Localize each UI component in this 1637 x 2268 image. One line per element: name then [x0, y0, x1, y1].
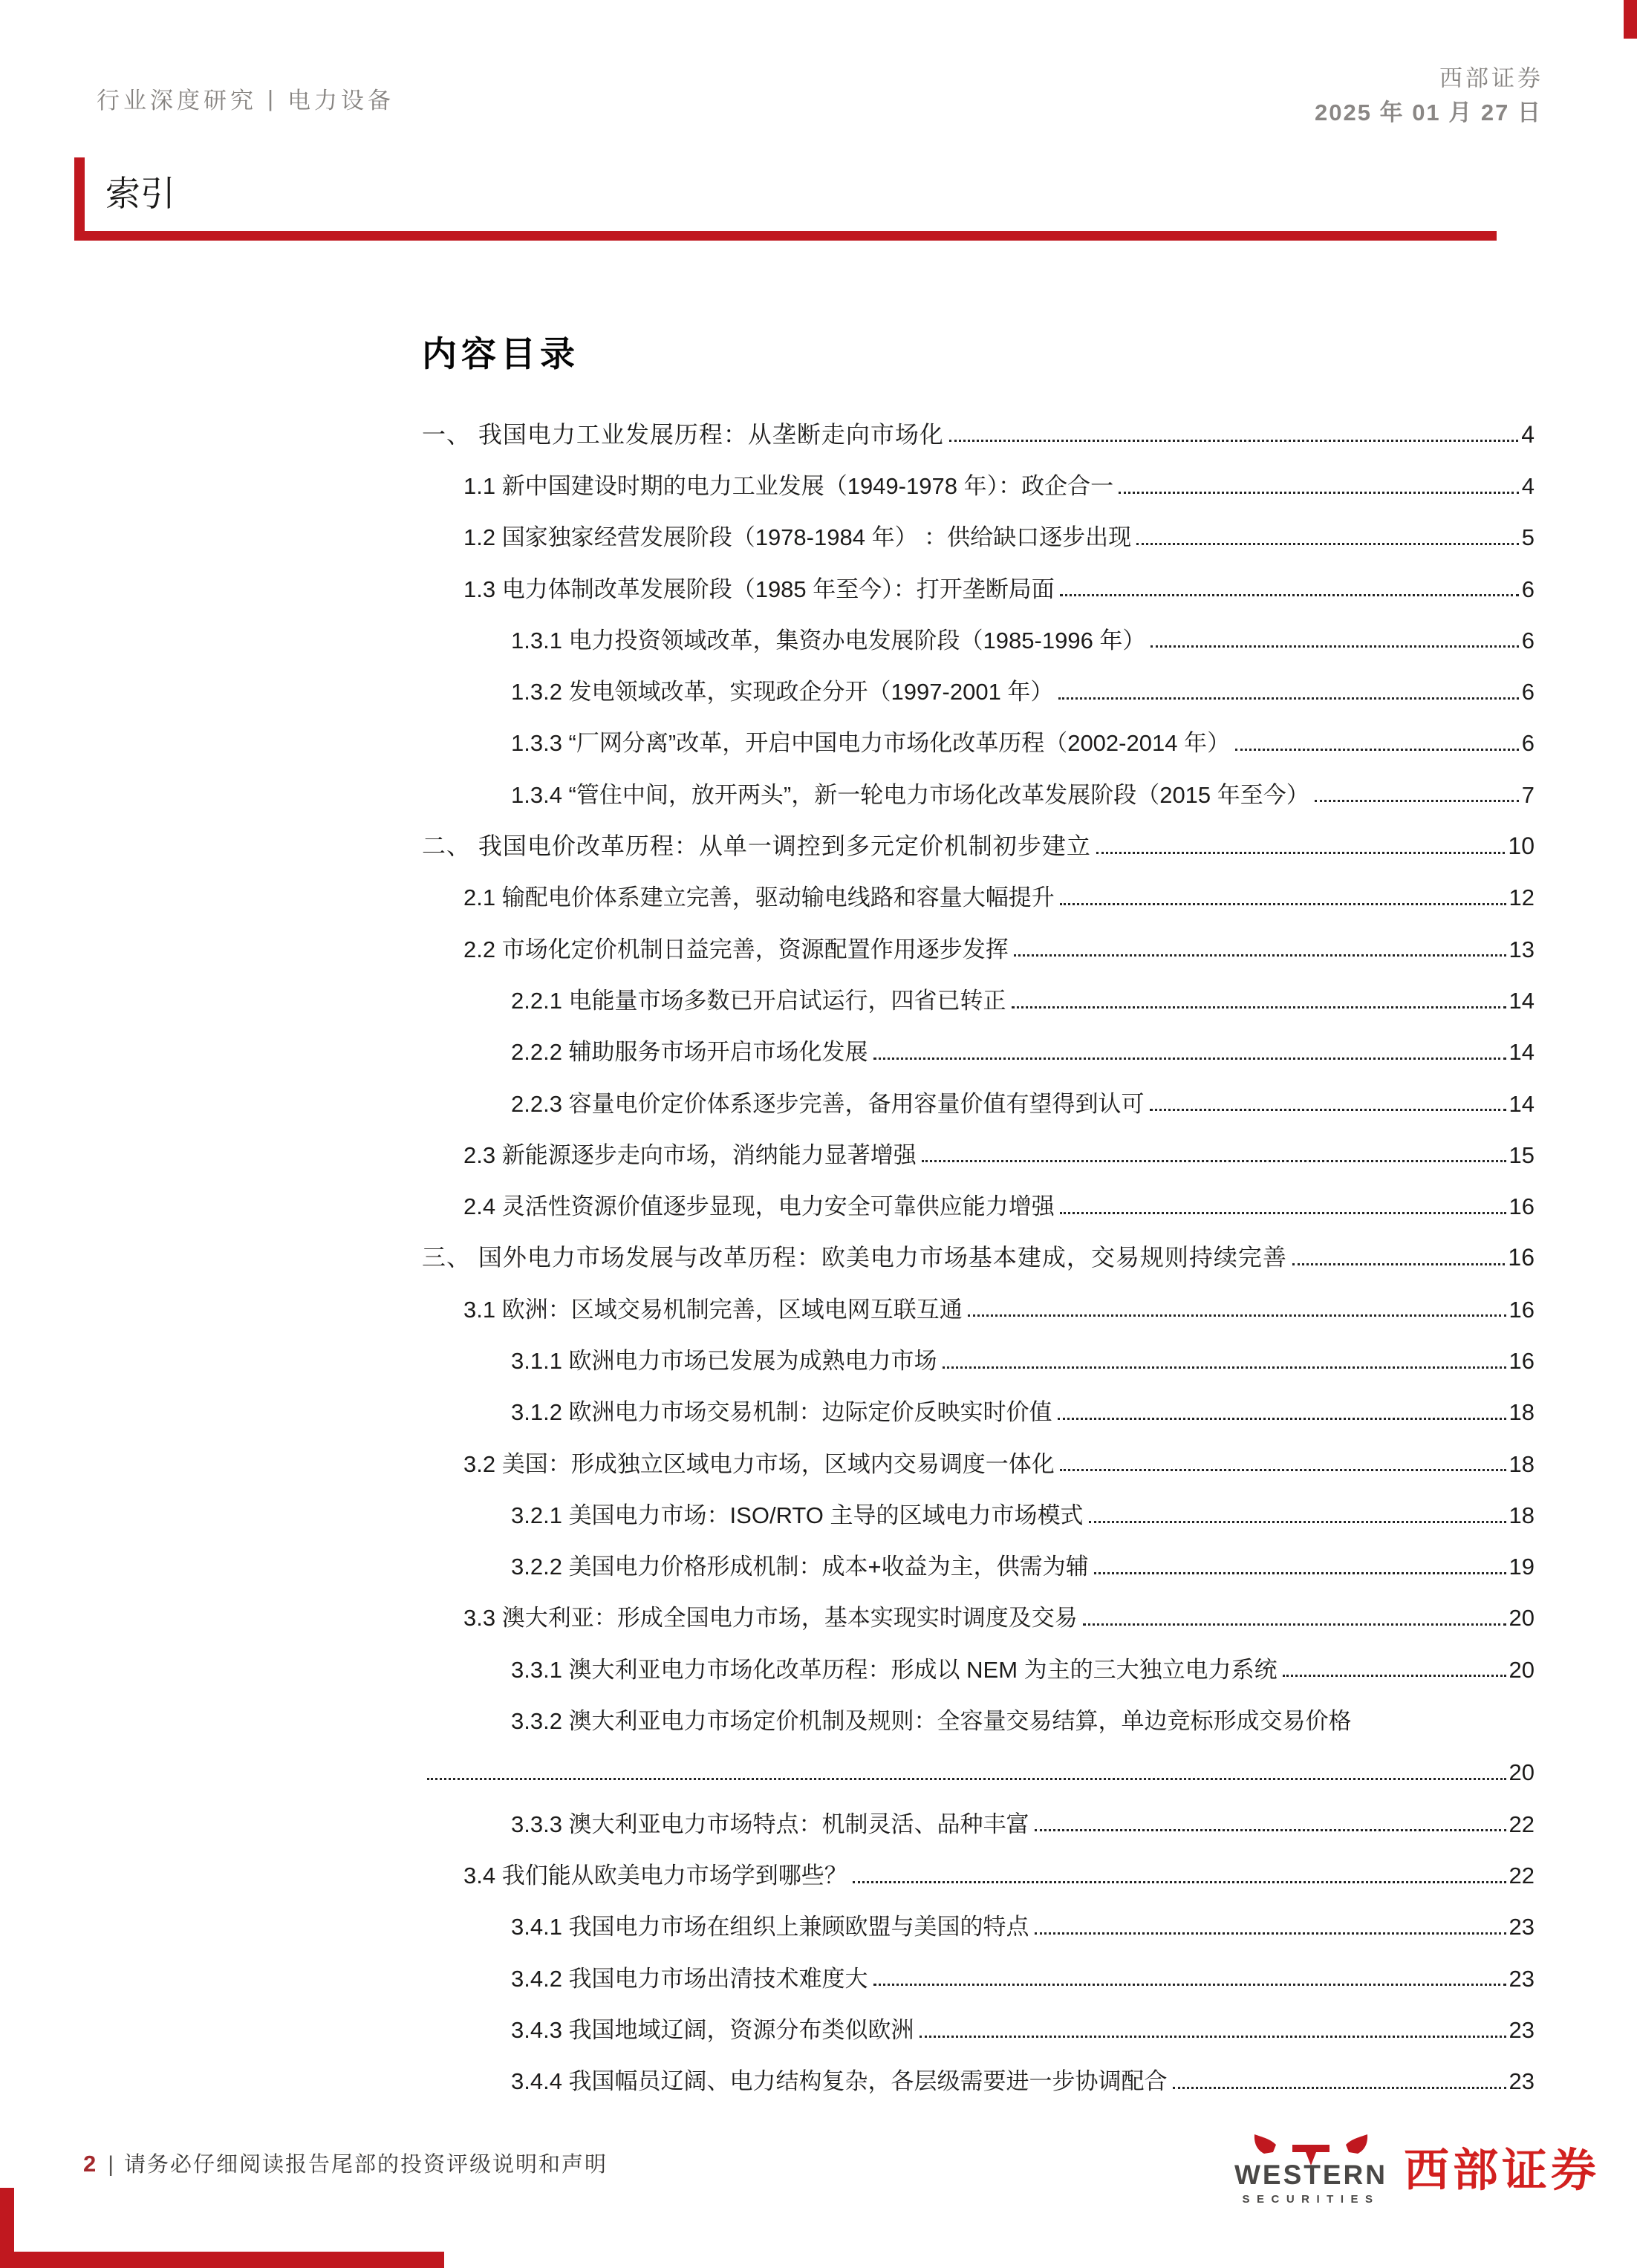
- toc-entry-page-number: 23: [1509, 1965, 1535, 1992]
- toc-entry[interactable]: [422, 973, 1535, 1024]
- toc-list: [422, 407, 1535, 2105]
- header-separator: |: [267, 85, 278, 111]
- toc-entry-page-number: 7: [1521, 781, 1535, 808]
- toc-entry[interactable]: [422, 716, 1535, 767]
- toc-leader-dots: [1150, 1109, 1506, 1111]
- toc-leader-dots: [943, 1366, 1506, 1369]
- toc-entry-label: 3.4 我们能从欧美电力市场学到哪些？: [463, 1862, 847, 1889]
- toc-entry[interactable]: [422, 613, 1535, 664]
- toc-entry[interactable]: [422, 1487, 1535, 1539]
- toc-entry-page-number: 16: [1508, 1244, 1535, 1271]
- toc-entry-label: 2.2.2 辅助服务市场开启市场化发展: [511, 1039, 868, 1066]
- toc-entry-label: 3.3 澳大利亚：形成全国电力市场，基本实现实时调度及交易: [463, 1605, 1078, 1632]
- toc-leader-dots: [1058, 697, 1518, 700]
- toc-leader-dots: [1060, 594, 1519, 596]
- toc-entry-page-number: 20: [1509, 1656, 1535, 1683]
- toc-entry[interactable]: [422, 1179, 1535, 1230]
- toc-entry[interactable]: [422, 510, 1535, 561]
- toc-entry[interactable]: [422, 407, 1535, 458]
- toc-entry[interactable]: [422, 458, 1535, 509]
- toc-entry[interactable]: [422, 870, 1535, 922]
- toc-entry-page-number: 4: [1521, 472, 1535, 499]
- top-right-red-bar: [1624, 0, 1637, 39]
- toc-entry-page-number: 12: [1509, 884, 1535, 911]
- toc-entry-label: 3.1.1 欧洲电力市场已发展为成熟电力市场: [511, 1348, 937, 1374]
- toc-leader-dots: [1014, 954, 1506, 957]
- report-type-label: 行业深度研究: [97, 88, 257, 114]
- toc-entry[interactable]: [422, 1436, 1535, 1487]
- toc-leader-dots: [1119, 492, 1519, 494]
- toc-leader-dots: [1060, 1212, 1506, 1214]
- toc-entry-page-number: 18: [1509, 1450, 1535, 1477]
- toc-entry-page-number: 18: [1509, 1399, 1535, 1426]
- toc-entry[interactable]: [422, 818, 1535, 870]
- toc-entry-label: 2.1 输配电价体系建立完善，驱动输电线路和容量大幅提升: [463, 884, 1055, 911]
- toc-entry-page-number: 15: [1509, 1141, 1535, 1168]
- toc-leader-dots: [1315, 800, 1519, 802]
- toc-entry-label: 2.4 灵活性资源价值逐步显现，电力安全可靠供应能力增强: [463, 1193, 1055, 1220]
- toc-leader-dots: [1035, 1829, 1506, 1831]
- toc-leader-dots: [1173, 2087, 1506, 2089]
- toc-leader-dots: [1235, 749, 1519, 751]
- toc-entry-page-number: 22: [1509, 1811, 1535, 1837]
- toc-leader-dots: [968, 1314, 1506, 1317]
- toc-entry-label: 1.3.3 “厂网分离”改革，开启中国电力市场化改革历程（2002-2014 年）: [511, 730, 1231, 757]
- toc-entry-page-number: 16: [1509, 1348, 1535, 1374]
- footer-disclaimer-line: [83, 2148, 608, 2178]
- toc-entry-page-number: 13: [1509, 936, 1535, 962]
- toc-leader-dots: [1151, 645, 1518, 648]
- toc-entry[interactable]: [422, 561, 1535, 613]
- toc-entry-label: 2.2 市场化定价机制日益完善，资源配置作用逐步发挥: [463, 936, 1009, 962]
- toc-leader-dots: [427, 1778, 1506, 1780]
- toc-title: 内容目录: [422, 336, 579, 374]
- toc-entry[interactable]: [422, 1231, 1535, 1282]
- toc-leader-dots: [873, 1058, 1506, 1060]
- toc-entry-page-number: 20: [1509, 1605, 1535, 1632]
- toc-entry-page-number: 23: [1509, 2016, 1535, 2043]
- toc-entry-label: 3.2.2 美国电力价格形成机制：成本+收益为主，供需为辅: [511, 1554, 1089, 1580]
- toc-entry-page-number: 6: [1521, 679, 1535, 706]
- toc-entry-label: 1.3.4 “管住中间，放开两头”，新一轮电力市场化改革发展阶段（2015 年至今）: [511, 781, 1309, 808]
- toc-entry-page-number: 14: [1509, 1090, 1535, 1117]
- toc-entry[interactable]: [422, 1693, 1535, 1744]
- toc-entry-label: 2.2.1 电能量市场多数已开启试运行，四省已转正: [511, 987, 1006, 1014]
- toc-entry-label: 3.4.3 我国地域辽阔，资源分布类似欧洲: [511, 2016, 914, 2043]
- toc-leader-dots: [1096, 852, 1506, 854]
- toc-entry[interactable]: [422, 1642, 1535, 1693]
- toc-leader-dots: [1012, 1006, 1506, 1008]
- toc-entry[interactable]: [422, 1076, 1535, 1127]
- toc-entry-page-number: 10: [1508, 832, 1535, 859]
- logo-text-chinese: 西部证券: [1404, 2145, 1601, 2195]
- toc-entry-label: 三、 国外电力市场发展与改革历程：欧美电力市场基本建成，交易规则持续完善: [422, 1244, 1287, 1271]
- toc-entry-label: 3.4.4 我国幅员辽阔、电力结构复杂，各层级需要进一步协调配合: [511, 2068, 1168, 2095]
- toc-entry-page-number: 4: [1521, 420, 1535, 448]
- toc-leader-dots: [1089, 1521, 1506, 1523]
- footer-disclaimer-text: 请务必仔细阅读报告尾部的投资评级说明和声明: [124, 2153, 608, 2177]
- toc-entry-page-number: 19: [1509, 1554, 1535, 1580]
- toc-leader-dots: [1060, 1469, 1506, 1471]
- toc-entry[interactable]: [422, 1900, 1535, 1951]
- toc-leader-dots: [920, 2036, 1506, 2038]
- toc-entry[interactable]: [422, 2054, 1535, 2105]
- industry-label: 电力设备: [287, 88, 395, 114]
- toc-entry[interactable]: [422, 1025, 1535, 1076]
- toc-entry-label: 2.2.3 容量电价定价体系逐步完善，备用容量价值有望得到认可: [511, 1090, 1145, 1117]
- toc-entry[interactable]: [422, 1127, 1535, 1179]
- toc-entry-label: 1.1 新中国建设时期的电力工业发展（1949-1978 年）：政企合一: [463, 472, 1114, 499]
- toc-leader-dots: [1094, 1572, 1506, 1574]
- toc-entry[interactable]: [422, 1385, 1535, 1436]
- brand-name-header: 西部证券: [1439, 65, 1543, 91]
- toc-entry-page-number: 6: [1521, 730, 1535, 757]
- toc-entry[interactable]: [422, 2002, 1535, 2053]
- logo-wordmark-en: [1233, 2128, 1389, 2205]
- toc-entry-label: 2.3 新能源逐步走向市场，消纳能力显著增强: [463, 1141, 917, 1168]
- toc-entry[interactable]: [422, 1333, 1535, 1384]
- page-number: 2: [83, 2151, 97, 2177]
- toc-entry-page-number: 18: [1509, 1502, 1535, 1528]
- toc-leader-dots: [853, 1881, 1506, 1883]
- index-section-label: 索引: [105, 175, 175, 214]
- toc-entry-label: 3.1.2 欧洲电力市场交易机制：边际定价反映实时价值: [511, 1399, 1052, 1426]
- toc-entry[interactable]: [422, 1282, 1535, 1333]
- bottom-left-red-bar-horizontal: [0, 2252, 444, 2268]
- toc-entry[interactable]: [422, 1745, 1535, 1796]
- toc-entry-page-number: 6: [1521, 576, 1535, 602]
- toc-entry-label: 一、 我国电力工业发展历程：从垄断走向市场化: [422, 420, 944, 448]
- toc-entry[interactable]: [422, 922, 1535, 973]
- toc-leader-dots: [1060, 903, 1506, 905]
- toc-entry-page-number: 23: [1509, 1914, 1535, 1940]
- index-accent-horizontal-rule: [74, 231, 1497, 241]
- toc-entry-label: 3.2 美国：形成独立区域电力市场，区域内交易调度一体化: [463, 1450, 1055, 1477]
- toc-entry-page-number: 16: [1509, 1296, 1535, 1323]
- toc-leader-dots: [1035, 1932, 1506, 1935]
- toc-leader-dots: [1058, 1418, 1506, 1420]
- toc-entry-page-number: 14: [1509, 1039, 1535, 1066]
- toc-entry-label: 1.3.1 电力投资领域改革，集资办电发展阶段（1985-1996 年）: [511, 627, 1146, 654]
- toc-entry[interactable]: [422, 1951, 1535, 2002]
- toc-entry-label: 3.3.3 澳大利亚电力市场特点：机制灵活、品种丰富: [511, 1811, 1029, 1837]
- toc-entry-page-number: 23: [1509, 2068, 1535, 2095]
- toc-entry-label: 3.3.2 澳大利亚电力市场定价机制及规则：全容量交易结算，单边竞标形成交易价格: [511, 1708, 1352, 1735]
- toc-leader-dots: [1083, 1623, 1506, 1626]
- toc-entry[interactable]: [422, 664, 1535, 715]
- toc-entry-label: 3.4.1 我国电力市场在组织上兼顾欧盟与美国的特点: [511, 1914, 1029, 1940]
- toc-leader-dots: [1136, 543, 1519, 545]
- toc-leader-dots: [949, 440, 1518, 442]
- footer-separator: |: [108, 2152, 114, 2177]
- logo-text-securities: SECURITIES: [1242, 2193, 1380, 2206]
- toc-entry-page-number: 16: [1509, 1193, 1535, 1220]
- index-accent-vertical-bar: [74, 157, 85, 241]
- toc-leader-dots: [922, 1160, 1506, 1162]
- toc-entry-label: 1.2 国家独家经营发展阶段（1978-1984 年） ：供给缺口逐步出现: [463, 524, 1132, 551]
- toc-entry-label: 二、 我国电价改革历程：从单一调控到多元定价机制初步建立: [422, 832, 1091, 859]
- toc-entry-page-number: 6: [1521, 627, 1535, 654]
- toc-entry[interactable]: [422, 1539, 1535, 1591]
- logo-text-western: WESTERN: [1234, 2160, 1387, 2190]
- toc-entry-label: 3.2.1 美国电力市场：ISO/RTO 主导的区域电力市场模式: [511, 1502, 1084, 1528]
- toc-entry-label: 1.3 电力体制改革发展阶段（1985 年至今）：打开垄断局面: [463, 576, 1055, 602]
- toc-entry-page-number: 14: [1509, 987, 1535, 1014]
- toc-entry-label: 3.3.1 澳大利亚电力市场化改革历程：形成以 NEM 为主的三大独立电力系统: [511, 1656, 1278, 1683]
- western-securities-logo: [1233, 2128, 1600, 2205]
- toc-leader-dots: [873, 1984, 1506, 1986]
- toc-entry-page-number: 20: [1509, 1759, 1535, 1786]
- toc-entry-label: 1.3.2 发电领域改革，实现政企分开（1997-2001 年）: [511, 679, 1054, 706]
- toc-entry-page-number: 22: [1509, 1862, 1535, 1889]
- toc-entry[interactable]: [422, 1591, 1535, 1642]
- toc-entry-label: 3.4.2 我国电力市场出清技术难度大: [511, 1965, 868, 1992]
- report-category-header: [97, 82, 394, 115]
- toc-leader-dots: [1292, 1263, 1506, 1265]
- toc-entry[interactable]: [422, 1848, 1535, 1899]
- toc-entry-page-number: 5: [1521, 524, 1535, 551]
- toc-entry[interactable]: [422, 767, 1535, 818]
- toc-entry-label: 3.1 欧洲：区域交易机制完善，区域电网互联互通: [463, 1296, 963, 1323]
- toc-leader-dots: [1283, 1675, 1506, 1677]
- toc-entry[interactable]: [422, 1796, 1535, 1848]
- report-date: 2025 年 01 月 27 日: [1315, 100, 1542, 126]
